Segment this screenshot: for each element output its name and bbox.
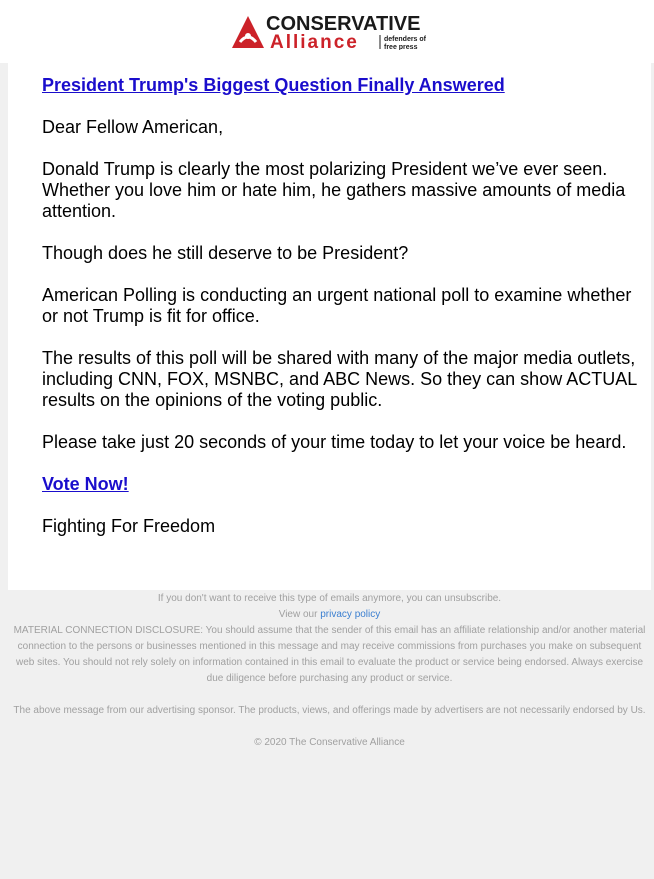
email-body-card (8, 63, 651, 590)
email-footer (8, 591, 651, 751)
paragraph-3: American Polling is conducting an urgent national poll to examine whether or not Trump is fit for office. (42, 285, 632, 326)
unsubscribe-text: If you don't want to receive this type of emails anymore, you can unsubscribe. (157, 593, 502, 604)
paragraph-5: Please take just 20 seconds of your time today to let your voice be heard. (42, 432, 627, 452)
sponsor-note: The above message from our advertising sponsor. The products, views, and offerings made by advertisers are not necessarily endorsed by Us. (13, 705, 646, 716)
conservative-alliance-logo (230, 12, 430, 50)
logo-tagline-1: defenders of (384, 36, 427, 43)
headline-link[interactable]: President Trump's Biggest Question Finally Answered (42, 75, 505, 95)
copyright: © 2020 The Conservative Alliance (254, 737, 405, 748)
logo-line2: Alliance (270, 32, 359, 50)
logo-tagline-2: free press (384, 44, 418, 50)
privacy-prefix: View our (278, 609, 318, 620)
logo-line1: CONSERVATIVE (266, 13, 421, 35)
paragraph-1: Donald Trump is clearly the most polarizing President we’ve ever seen. Whether you love him or hate him, he gathers massive amounts of media attention. (42, 159, 626, 221)
disclosure-text: MATERIAL CONNECTION DISCLOSURE: You should assume that the sender of this email has an affiliate relationship and/or another material connection to the persons or businesses mentioned in this message and may receive commissions from purchases you make on subsequent web sites. You should not rely solely on information contained in this email to evaluate the product or service being endorsed. Always exercise due diligence before purchasing any product or service. (13, 625, 646, 684)
email-content (42, 75, 642, 558)
privacy-policy-link[interactable]: privacy policy (320, 609, 381, 620)
privacy-line (8, 607, 651, 623)
paragraph-2: Though does he still deserve to be President? (42, 243, 409, 263)
email-header (0, 0, 654, 63)
greeting: Dear Fellow American, (42, 117, 224, 137)
handshake-emblem-icon (232, 16, 264, 48)
paragraph-4: The results of this poll will be shared with many of the major media outlets, including CNN, FOX, MSNBC, and ABC News. So they can show ACTUAL results on the opinions of the voting public. (42, 348, 637, 410)
signoff: Fighting For Freedom (42, 516, 216, 536)
vote-now-link[interactable]: Vote Now! (42, 474, 129, 494)
